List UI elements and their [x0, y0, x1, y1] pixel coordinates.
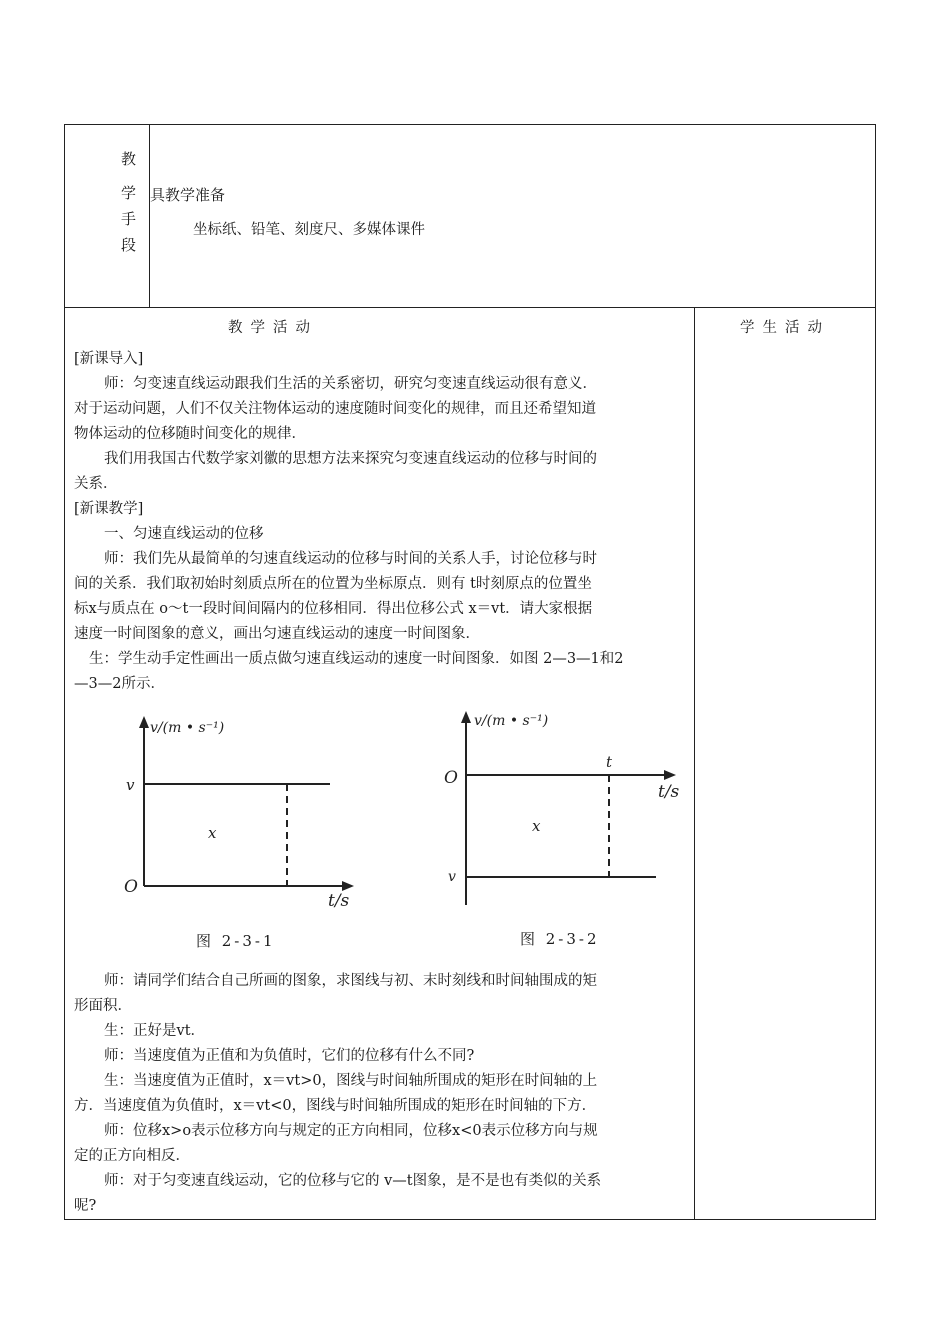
teaching-means-table: [64, 124, 876, 308]
fig2-x-label: t/s: [658, 782, 680, 802]
fig1-x-arrow: [342, 881, 354, 891]
text-line: [新课教学]: [74, 501, 144, 517]
fig1-y-arrow: [139, 716, 149, 728]
text-line: 我们用我国古代数学家刘徽的思想方法来探究匀变速直线运动的位移与时间的: [104, 451, 597, 467]
text-line: 标x与质点在 o～t一段时间间隔内的位移相同．得出位移公式 x＝vt．请大家根据: [74, 601, 593, 617]
fig2-x-arrow: [664, 770, 676, 780]
text-line: 速度一时间图象的意义，画出匀速直线运动的速度一时间图象．: [74, 626, 480, 642]
text-line: 生：当速度值为正值时，x＝vt>0，图线与时间轴所围成的矩形在时间轴的上: [104, 1073, 598, 1089]
text-line: 呢?: [74, 1198, 97, 1214]
fig1-area-label: x: [208, 824, 217, 842]
label-char-4: 段: [121, 236, 137, 254]
fig1-v-label: v: [126, 776, 135, 794]
fig2-origin-label: O: [444, 768, 458, 788]
teaching-means-divider: [149, 124, 150, 308]
fig1-x-label: t/s: [328, 891, 350, 911]
text-line: 生：正好是vt．: [104, 1023, 206, 1039]
text-line: 师：请同学们结合自己所画的图象，求图线与初、末时刻线和时间轴围成的矩: [104, 973, 597, 989]
fig2-v-label: v: [448, 869, 456, 885]
text-line: 一、匀速直线运动的位移: [104, 526, 264, 542]
text-line: 物体运动的位移随时间变化的规律．: [74, 426, 306, 442]
text-line: 形面积．: [74, 998, 132, 1014]
text-line: 师：位移x>o表示位移方向与规定的正方向相同，位移x<0表示位移方向与规: [104, 1123, 598, 1139]
label-char-3: 手: [121, 210, 137, 228]
text-line: 师：匀变速直线运动跟我们生活的关系密切，研究匀变速直线运动很有意义．: [104, 376, 597, 392]
text-line: 生：学生动手定性画出一质点做匀速直线运动的速度一时间图象．如图 2—3—1和2: [89, 651, 624, 667]
text-line: [新课导入]: [74, 351, 144, 367]
figure-2-3-1: [110, 712, 370, 952]
text-line: 师：当速度值为正值和为负值时，它们的位移有什么不同?: [104, 1048, 475, 1064]
fig1-y-label: v/(m • s⁻¹): [150, 720, 225, 736]
teacher-activity-header: 教学活动: [228, 320, 318, 336]
text-line: 对于运动问题，人们不仅关注物体运动的速度随时间变化的规律，而且还希望知道: [74, 401, 596, 417]
fig2-caption: 图 2-3-2: [520, 930, 600, 948]
student-activity-header: 学生活动: [740, 320, 830, 336]
text-line: 方．当速度值为负值时，x＝vt<0，图线与时间轴所围成的矩形在时间轴的下方．: [74, 1098, 597, 1114]
text-line: 师：对于匀变速直线运动，它的位移与它的 v—t图象，是不是也有类似的关系: [104, 1173, 602, 1189]
label-char-2: 学: [121, 184, 137, 202]
fig2-y-label: v/(m • s⁻¹): [474, 713, 549, 729]
fig2-t-label: t: [606, 753, 613, 771]
fig2-area-label: x: [532, 817, 541, 835]
tools-title: 具教学准备: [150, 186, 226, 204]
label-char-1: 教: [121, 150, 137, 168]
text-line: 关系．: [74, 476, 118, 492]
text-line: 间的关系．我们取初始时刻质点所在的位置为坐标原点．则有 t时刻原点的位置坐: [74, 576, 592, 592]
text-line: —3—2所示．: [74, 676, 165, 692]
figure-2-3-2: [436, 705, 696, 915]
fig1-origin-label: O: [124, 877, 138, 897]
fig2-y-arrow: [461, 711, 471, 723]
fig1-caption: 图 2-3-1: [196, 932, 276, 950]
text-line: 定的正方向相反．: [74, 1148, 190, 1164]
text-line: 师：我们先从最简单的匀速直线运动的位移与时间的关系人手，讨论位移与时: [104, 551, 597, 567]
tools-items: 坐标纸、铅笔、刻度尺、多媒体课件: [193, 222, 425, 238]
